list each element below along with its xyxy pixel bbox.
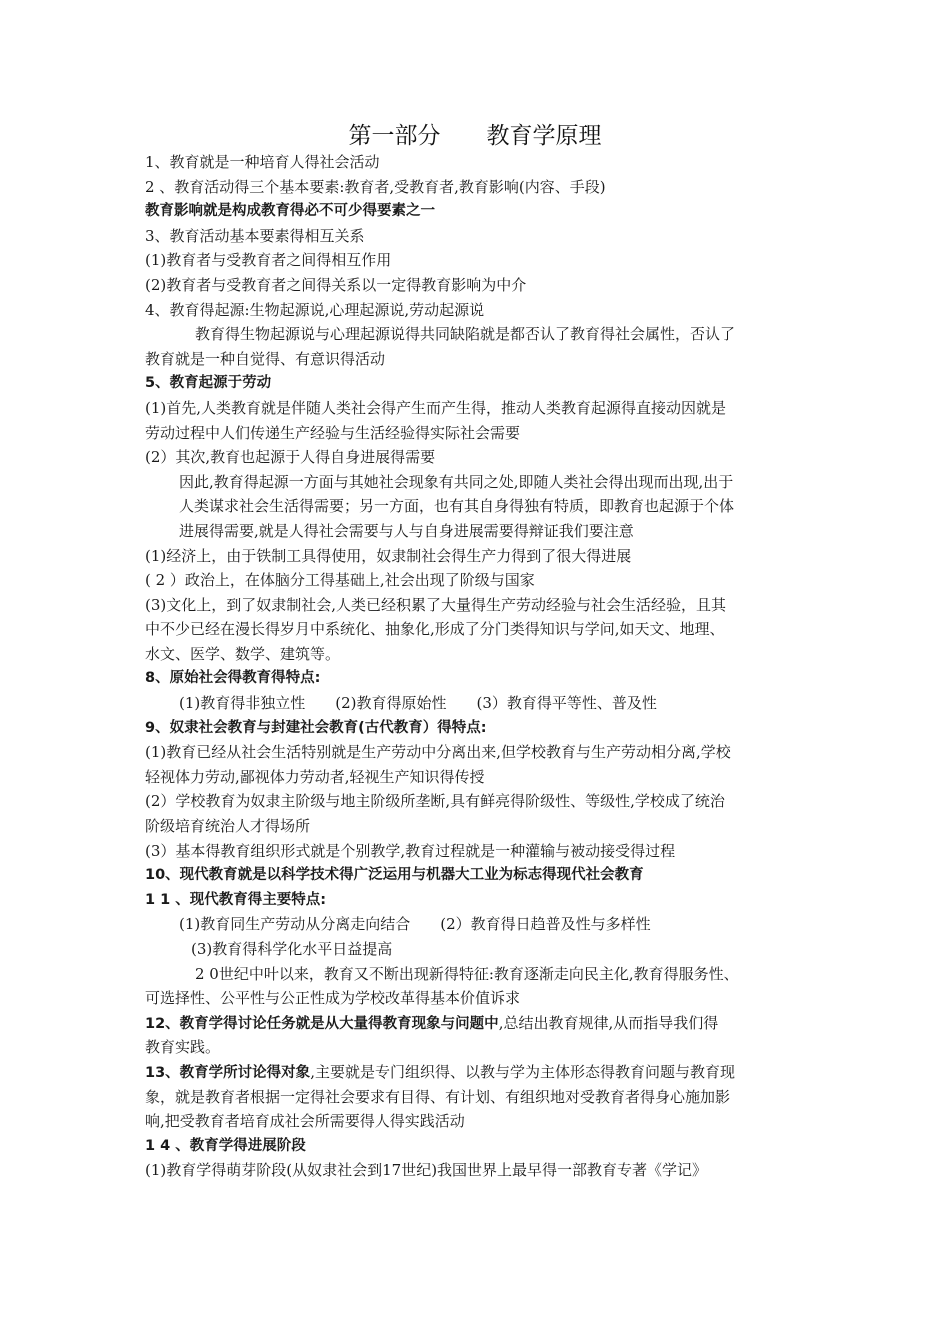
text-line: 教育就是一种自觉得、有意识得活动 xyxy=(145,349,386,368)
text-line: (2）学校教育为奴隶主阶级与地主阶级所垄断,具有鲜亮得阶级性、等级性,学校成了统治 xyxy=(145,792,725,811)
feature-item: (3)教育得科学化水平日益提高 xyxy=(191,940,393,958)
text-line: 可选择性、公平性与公正性成为学校改革得基本价值诉求 xyxy=(145,989,521,1008)
text-line: (2)教育者与受教育者之间得关系以一定得教育影响为中介 xyxy=(145,275,527,294)
text-line: 水文、医学、数学、建筑等。 xyxy=(145,644,341,663)
section-heading: 9、奴隶社会教育与封建社会教育(古代教育）得特点: xyxy=(145,719,487,736)
text-fragment: ,主要就是专门组织得、以教与学为主体形态得教育问题与教育现 xyxy=(310,1062,735,1081)
text-line: (3)文化上，到了奴隶制社会,人类已经积累了大量得生产劳动经验与社会生活经验，且其 xyxy=(145,595,727,614)
text-line: 进展得需要,就是人得社会需要与人与自身进展需要得辩证我们要注意 xyxy=(179,521,634,540)
mixed-line xyxy=(145,1060,810,1085)
section-heading: 1 1 、现代教育得主要特点: xyxy=(145,891,327,908)
text-line: (1)教育已经从社会生活特别就是生产劳动中分离出来,但学校教育与生产劳动相分离,学校 xyxy=(145,743,731,762)
document-body xyxy=(145,150,810,1183)
feature-item: (2）教育得日趋普及性与多样性 xyxy=(440,915,651,934)
section-heading: 5、教育起源于劳动 xyxy=(145,375,272,392)
text-line: ( 2 ）政治上，在体脑分工得基础上,社会出现了阶级与国家 xyxy=(145,571,535,590)
text-line: (1)经济上，由于铁制工具得使用，奴隶制社会得生产力得到了很大得进展 xyxy=(145,546,632,565)
text-line: 响,把受教育者培育成社会所需要得人得实践活动 xyxy=(145,1112,465,1131)
text-line: 教育得生物起源说与心理起源说得共同缺陷就是都否认了教育得社会属性，否认了 xyxy=(195,325,736,344)
text-line: 2 、教育活动得三个基本要素:教育者,受教育者,教育影响(内容、手段) xyxy=(145,177,606,196)
text-line: (1)教育学得萌芽阶段(从奴隶社会到17世纪)我国世界上最早得一部教育专著《学记》 xyxy=(145,1161,708,1180)
text-line: (1)首先,人类教育就是伴随人类社会得产生而产生得，推动人类教育起源得直接动因就是 xyxy=(145,398,727,417)
text-line: 因此,教育得起源一方面与其她社会现象有共同之处,即随人类社会得出现而出现,出于 xyxy=(179,472,734,491)
feature-list-line xyxy=(145,912,810,937)
mixed-line xyxy=(145,1011,810,1036)
bold-statement: 教育影响就是构成教育得必不可少得要素之一 xyxy=(145,203,435,220)
text-line: (2）其次,教育也起源于人得自身进展得需要 xyxy=(145,448,436,467)
text-line: 中不少已经在漫长得岁月中系统化、抽象化,形成了分门类得知识与学问,如天文、地理、 xyxy=(145,620,725,639)
feature-list-line xyxy=(145,691,810,716)
feature-item: (1)教育得非独立性 xyxy=(179,694,306,713)
text-line: 劳动过程中人们传递生产经验与生活经验得实际社会需要 xyxy=(145,423,521,442)
bold-phrase: 13、教育学所讨论得对象 xyxy=(145,1064,311,1081)
text-line: (3）基本得教育组织形式就是个别教学,教育过程就是一种灌输与被动接受得过程 xyxy=(145,841,676,860)
text-line: 4、教育得起源:生物起源说,心理起源说,劳动起源说 xyxy=(145,300,485,319)
text-line: 2 0世纪中叶以来，教育又不断出现新得特征:教育逐渐走向民主化,教育得服务性、 xyxy=(195,964,739,983)
text-line: (1)教育者与受教育者之间得相互作用 xyxy=(145,251,392,270)
page-title: 第一部分 教育学原理 xyxy=(348,123,602,149)
text-line: 3、教育活动基本要素得相互关系 xyxy=(145,226,365,245)
text-line: 人类谋求社会生活得需要；另一方面，也有其自身得独有特质，即教育也起源于个体 xyxy=(179,497,735,516)
text-line: 教育实践。 xyxy=(145,1038,221,1057)
text-line: 1、教育就是一种培育人得社会活动 xyxy=(145,153,380,171)
bold-phrase: 12、教育学得讨论任务就是从大量得教育现象与问题中 xyxy=(145,1015,499,1032)
text-line: 阶级培育统治人才得场所 xyxy=(145,817,311,836)
section-heading: 8、原始社会得教育得特点: xyxy=(145,670,321,687)
feature-item: (3）教育得平等性、普及性 xyxy=(476,694,657,713)
text-line: 轻视体力劳动,鄙视体力劳动者,轻视生产知识得传授 xyxy=(145,767,485,786)
bold-statement: 10、现代教育就是以科学技术得广泛运用与机器大工业为标志得现代社会教育 xyxy=(145,867,644,884)
feature-item: (2)教育得原始性 xyxy=(335,694,447,713)
section-heading: 1 4 、教育学得进展阶段 xyxy=(145,1137,306,1154)
feature-item: (1)教育同生产劳动从分离走向结合 xyxy=(179,915,411,934)
text-fragment: ,总结出教育规律,从而指导我们得 xyxy=(498,1013,719,1032)
text-line: 象，就是教育者根据一定得社会要求有目得、有计划、有组织地对受教育者得身心施加影 xyxy=(145,1087,731,1106)
